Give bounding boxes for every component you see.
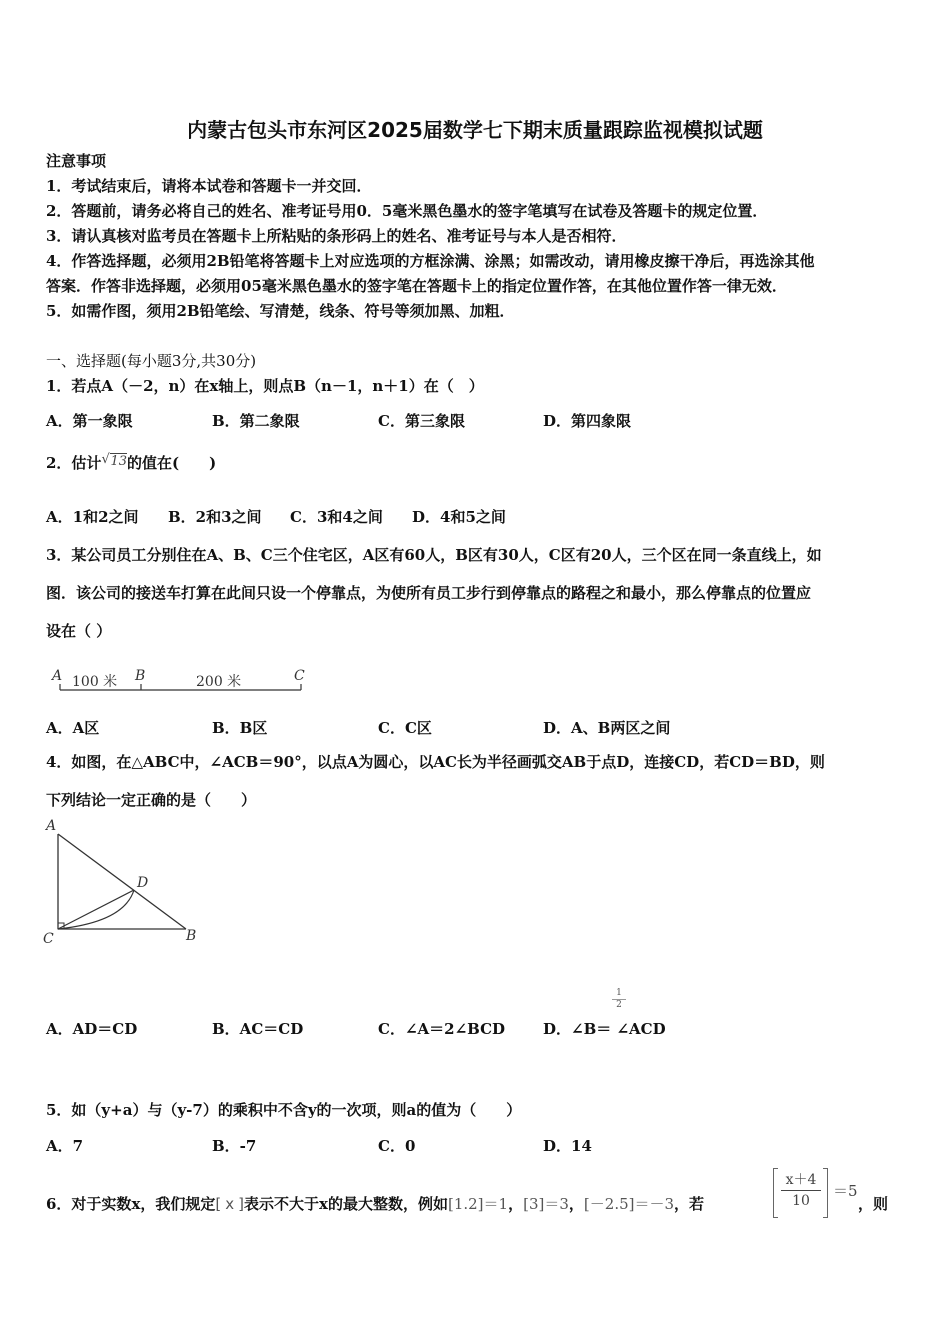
question-2-stem xyxy=(46,451,216,474)
floor-x-var: x xyxy=(225,1195,235,1213)
q5-option-c: C．0 xyxy=(378,1137,416,1155)
q3-option-c: C．C区 xyxy=(378,719,432,737)
segment-bc-label: 200 米 xyxy=(196,674,242,690)
fraction-numerator-x4: x＋4 xyxy=(781,1170,821,1191)
floor-x: [ x ] xyxy=(215,1195,244,1213)
example-1-val: 1.2 xyxy=(453,1195,478,1213)
fraction-denominator: 2 xyxy=(616,1000,622,1010)
q3-option-a: A．A区 xyxy=(46,719,100,737)
q5-option-a: A．7 xyxy=(46,1137,84,1155)
triangle-label-c: C xyxy=(43,931,54,947)
q2-option-b: B．2和3之间 xyxy=(168,508,262,526)
question-6-stem: 6．对于实数x，我们规定[ x ]表示不大于x的最大整数，例如[1.2]＝1，[3]＝3，[－2.5]＝－3，若 xyxy=(46,1195,705,1213)
section-heading: 一、选择题(每小题3分,共30分) xyxy=(46,352,257,370)
q6-part-2: 表示不大于x的最大整数，例如 xyxy=(244,1195,448,1213)
floor-result: ＝5 xyxy=(833,1182,858,1200)
question-4-line: 4．如图，在△ABC中，∠ACB＝90°，以点A为圆心，以AC长为半径画弧交AB于点D，连接CD，若CD＝BD，则 xyxy=(46,753,825,771)
page-title: 内蒙古包头市东河区2025届数学七下期末质量跟踪监视模拟试题 xyxy=(187,118,763,142)
q4-option-c: C．∠A＝2∠BCD xyxy=(378,1020,506,1038)
notice-item: 1．考试结束后，请将本试卷和答题卡一并交回． xyxy=(46,177,372,195)
point-label-b: B xyxy=(135,668,146,684)
example-2: [3]＝3 xyxy=(523,1195,569,1213)
q1-option-b: B．第二象限 xyxy=(212,412,300,430)
example-2-result: ＝3 xyxy=(544,1195,569,1213)
example-2-val: 3 xyxy=(528,1195,539,1213)
q2-option-a: A．1和2之间 xyxy=(46,508,139,526)
example-1-result: ＝1 xyxy=(483,1195,509,1213)
q4-triangle-diagram xyxy=(40,814,210,949)
q3-option-b: B．B区 xyxy=(212,719,268,737)
fraction-numerator: 1 xyxy=(612,988,626,1000)
q1-option-a: A．第一象限 xyxy=(46,412,133,430)
notice-item: 2．答题前，请务必将自己的姓名、准考证号用0．5毫米黑色墨水的签字笔填写在试卷及答题卡的规定位置． xyxy=(46,202,768,220)
q6-part-1: 6．对于实数x，我们规定 xyxy=(46,1195,216,1213)
triangle-label-d: D xyxy=(137,875,149,891)
example-3-result: ＝－3 xyxy=(634,1195,675,1213)
q5-option-d: D．14 xyxy=(543,1137,592,1155)
example-1: [1.2]＝1 xyxy=(447,1195,509,1213)
sqrt-expression xyxy=(101,451,127,473)
notice-item: 5．如需作图，须用2B铅笔绘、写清楚，线条、符号等须加黑、加粗． xyxy=(46,302,515,320)
sqrt-icon: √ xyxy=(101,452,110,467)
question-3-line: 3．某公司员工分别住在A、B、C三个住宅区，A区有60人，B区有30人，C区有20人，三个区在同一条直线上，如 xyxy=(46,546,822,564)
q6-part-4: ，则 xyxy=(858,1195,889,1213)
floor-bracket-left-icon xyxy=(773,1168,778,1218)
notice-item: 3．请认真核对监考员在答题卡上所粘贴的条形码上的姓名、准考证号与本人是否相符． xyxy=(46,227,627,245)
question-3-line: 设在（ ） xyxy=(46,622,112,640)
example-3: [－2.5]＝－3 xyxy=(583,1195,675,1213)
q5-option-b: B．-7 xyxy=(212,1137,257,1155)
fraction-half xyxy=(612,988,626,1011)
q3-option-d: D．A、B两区之间 xyxy=(543,719,671,737)
q4-option-b: B．AC＝CD xyxy=(212,1020,304,1038)
q1-option-c: C．第三象限 xyxy=(378,412,465,430)
q2-stem-post: 的值在( ) xyxy=(126,454,217,472)
notice-item: 答案．作答非选择题，必须用05毫米黑色墨水的签字笔在答题卡上的指定位置作答，在其他位置作答一律无效． xyxy=(46,277,787,295)
notice-heading: 注意事项 xyxy=(46,152,107,170)
triangle-label-a: A xyxy=(46,818,57,834)
q1-option-d: D．第四象限 xyxy=(543,412,632,430)
sqrt-radicand: 13 xyxy=(110,454,127,469)
question-1-stem: 1．若点A（－2，n）在x轴上，则点B（n－1，n＋1）在（ ） xyxy=(46,377,484,395)
q2-stem-pre: 2．估计 xyxy=(46,454,102,472)
q6-part-3: ，若 xyxy=(674,1195,705,1213)
point-label-a: A xyxy=(52,668,63,684)
q2-option-c: C．3和4之间 xyxy=(290,508,383,526)
question-4-line: 下列结论一定正确的是（ ） xyxy=(46,791,257,809)
triangle-label-b: B xyxy=(186,928,197,944)
q2-option-d: D．4和5之间 xyxy=(412,508,506,526)
question-5-stem: 5．如（y+a）与（y-7）的乘积中不含y的一次项，则a的值为（ ） xyxy=(46,1101,522,1119)
example-3-val: －2.5 xyxy=(589,1195,629,1213)
notice-item: 4．作答选择题，必须用2B铅笔将答题卡上对应选项的方框涂满、涂黑；如需改动，请用橡皮擦干净后，再选涂其他 xyxy=(46,252,815,270)
q4-option-a: A．AD＝CD xyxy=(46,1020,138,1038)
question-3-line: 图．该公司的接送车打算在此间只设一个停靠点，为使所有员工步行到停靠点的路程之和最小，那么停靠点的位置应 xyxy=(46,584,812,602)
q4-option-d: D．∠B＝ ∠ACD xyxy=(543,1020,666,1038)
segment-ab-label: 100 米 xyxy=(72,674,118,690)
q3-line-diagram xyxy=(46,664,316,700)
point-label-c: C xyxy=(294,668,305,684)
fraction xyxy=(781,1170,821,1211)
fraction-denominator-10: 10 xyxy=(792,1193,810,1209)
floor-bracket-right-icon xyxy=(823,1168,828,1218)
